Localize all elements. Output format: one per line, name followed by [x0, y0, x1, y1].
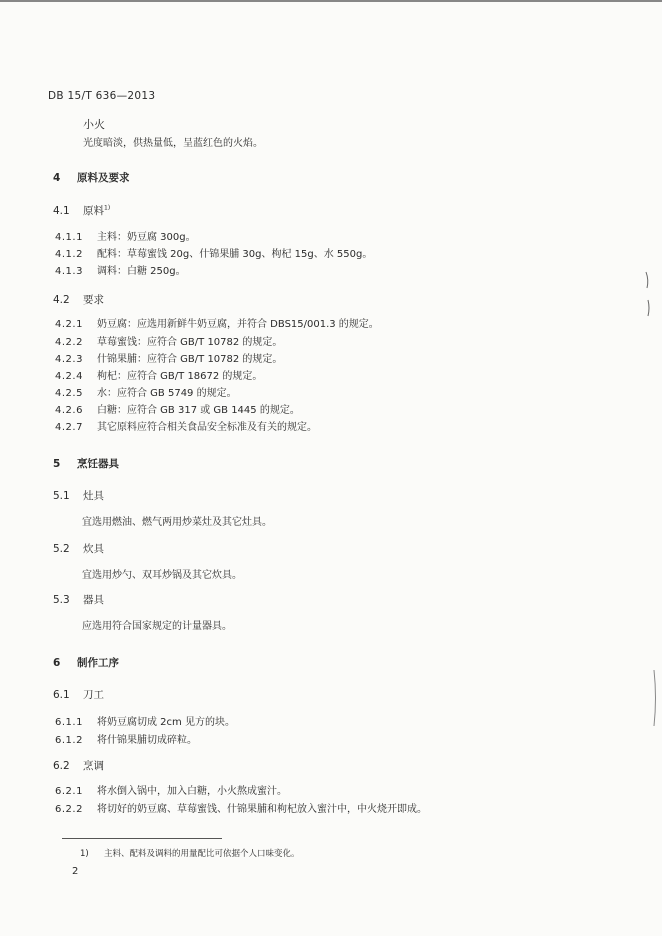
- list-item: 4.1.2 配料：草莓蜜饯 20g、什锦果脯 30g、枸杞 15g、水 550g。: [55, 249, 373, 260]
- subsection-number: 5.3: [53, 594, 70, 606]
- subsection-number: 4.1: [53, 205, 70, 217]
- scan-artifact-mark: [640, 270, 654, 320]
- paragraph: 宜选用炒勺、双耳炒锅及其它炊具。: [82, 570, 242, 581]
- subsection-5-2-heading: [53, 541, 104, 556]
- list-item: 6.1.1 将奶豆腐切成 2cm 见方的块。: [55, 717, 235, 728]
- subsection-number: 6.2: [53, 760, 70, 772]
- section-number: 5: [53, 458, 61, 470]
- footnote-mark: 1): [80, 849, 89, 859]
- section-5-heading: [53, 456, 119, 471]
- subsection-number: 6.1: [53, 689, 70, 701]
- list-item: 4.2.4 枸杞：应符合 GB/T 18672 的规定。: [55, 371, 263, 382]
- subsection-4-2-heading: [53, 292, 104, 307]
- scan-artifact-mark: [650, 668, 660, 728]
- page-number: 2: [72, 866, 79, 877]
- paragraph: 应选用符合国家规定的计量器具。: [82, 621, 232, 632]
- subsection-title: 烹调: [83, 760, 104, 772]
- subsection-6-2-heading: [53, 758, 104, 773]
- subsection-number: 4.2: [53, 294, 70, 306]
- top-rule: [0, 0, 662, 2]
- list-item: 4.2.1 奶豆腐：应选用新鲜牛奶豆腐，并符合 DBS15/001.3 的规定。: [55, 319, 379, 330]
- list-item: 4.1.1 主料：奶豆腐 300g。: [55, 232, 196, 243]
- subsection-title: 原料: [83, 205, 104, 217]
- subsection-number: 5.2: [53, 543, 70, 555]
- list-item: 4.2.3 什锦果脯：应符合 GB/T 10782 的规定。: [55, 354, 283, 365]
- footnote: [80, 847, 300, 859]
- subsection-number: 5.1: [53, 490, 70, 502]
- subsection-title: 炊具: [83, 543, 104, 555]
- subsection-6-1-heading: [53, 687, 104, 702]
- list-item: 4.1.3 调料：白糖 250g。: [55, 266, 186, 277]
- subsection-title: 要求: [83, 294, 104, 306]
- section-title: 制作工序: [77, 657, 119, 669]
- subsection-title: 刀工: [83, 689, 104, 701]
- term-small-fire: 小火: [83, 118, 105, 131]
- subsection-5-1-heading: [53, 488, 104, 503]
- subsection-5-3-heading: [53, 592, 104, 607]
- section-6-heading: [53, 655, 119, 670]
- section-title: 原料及要求: [77, 172, 130, 184]
- list-item: 6.1.2 将什锦果脯切成碎粒。: [55, 735, 197, 746]
- section-title: 烹饪器具: [77, 458, 119, 470]
- list-item: 6.2.1 将水倒入锅中，加入白糖，小火熬成蜜汁。: [55, 786, 287, 797]
- subsection-4-1-heading: [53, 203, 110, 218]
- list-item: 4.2.7 其它原料应符合相关食品安全标准及有关的规定。: [55, 422, 317, 433]
- section-number: 4: [53, 172, 61, 184]
- term-small-fire-definition: 光度暗淡，供热量低，呈蓝红色的火焰。: [83, 138, 263, 149]
- footnote-text: 主料、配料及调料的用量配比可依据个人口味变化。: [104, 849, 300, 859]
- paragraph: 宜选用燃油、燃气两用炒菜灶及其它灶具。: [82, 517, 272, 528]
- section-4-heading: [53, 170, 130, 185]
- list-item: 4.2.6 白糖：应符合 GB 317 或 GB 1445 的规定。: [55, 405, 300, 416]
- standard-code: DB 15/T 636—2013: [48, 90, 156, 102]
- list-item: 4.2.2 草莓蜜饯：应符合 GB/T 10782 的规定。: [55, 337, 283, 348]
- subsection-title: 灶具: [83, 490, 104, 502]
- footnote-rule: [62, 838, 222, 839]
- list-item: 6.2.2 将切好的奶豆腐、草莓蜜饯、什锦果脯和枸杞放入蜜汁中，中火烧开即成。: [55, 804, 427, 815]
- footnote-marker: 1): [104, 204, 111, 212]
- subsection-title: 器具: [83, 594, 104, 606]
- section-number: 6: [53, 657, 61, 669]
- list-item: 4.2.5 水：应符合 GB 5749 的规定。: [55, 388, 237, 399]
